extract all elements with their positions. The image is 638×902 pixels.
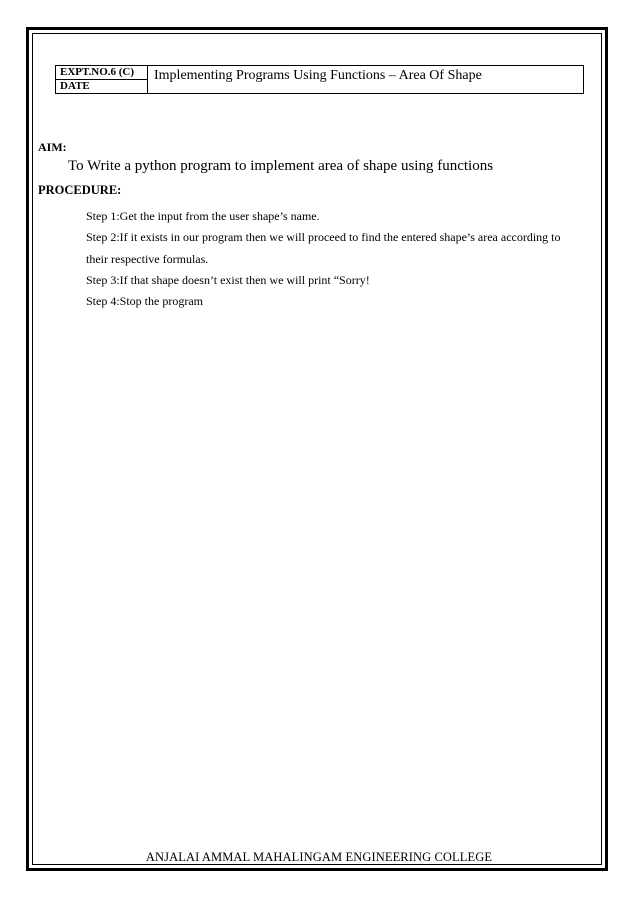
procedure-heading: PROCEDURE: (38, 183, 122, 197)
aim-text: To Write a python program to implement area of shape using functions (68, 158, 494, 174)
aim-heading: AIM: (38, 140, 67, 154)
experiment-title: Implementing Programs Using Functions – Area Of Shape (154, 68, 482, 83)
procedure-line: Step 1:Get the input from the user shape’s name. (86, 209, 320, 223)
procedure-line: Step 3:If that shape doesn’t exist then we will print “Sorry! (86, 272, 370, 287)
procedure-steps (86, 206, 600, 312)
procedure-line: their respective formulas. (86, 251, 209, 266)
experiment-header-table (55, 65, 584, 94)
date-label: DATE (56, 80, 148, 94)
college-footer: ANJALAI AMMAL MAHALINGAM ENGINEERING COLLEGE (145, 850, 493, 864)
experiment-number: EXPT.NO.6 (C) (56, 66, 148, 80)
procedure-line: Step 4:Stop the program (86, 294, 203, 309)
procedure-line: Step 2:If it exists in our program then we will proceed to find the entered shape’s area according to (86, 230, 561, 245)
